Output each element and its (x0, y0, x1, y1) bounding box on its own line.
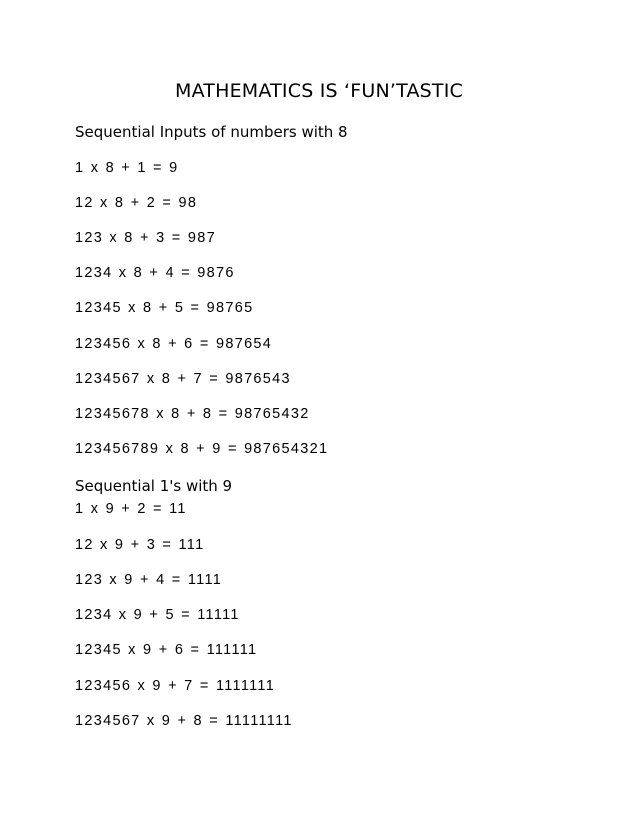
equation-line: 1234 x 9 + 5 = 11111 (75, 607, 240, 623)
section-heading-sequential-ones: Sequential 1's with 9 (75, 477, 233, 495)
equation-line: 123 x 8 + 3 = 987 (75, 230, 216, 246)
equation-line: 1234 x 8 + 4 = 9876 (75, 265, 235, 281)
equation-line: 12345 x 8 + 5 = 98765 (75, 300, 254, 316)
equation-line: 12 x 9 + 3 = 111 (75, 537, 205, 553)
equation-line: 123456789 x 8 + 9 = 987654321 (75, 441, 329, 457)
equation-line: 12 x 8 + 2 = 98 (75, 195, 198, 211)
equation-line: 1234567 x 8 + 7 = 9876543 (75, 371, 291, 387)
equation-line: 123 x 9 + 4 = 1111 (75, 572, 223, 588)
equation-line: 1 x 8 + 1 = 9 (75, 160, 179, 176)
equation-line: 12345 x 9 + 6 = 111111 (75, 642, 258, 658)
equation-line: 123456 x 8 + 6 = 987654 (75, 336, 273, 352)
page-title: MATHEMATICS IS ‘FUN’TASTIC (174, 80, 463, 102)
equation-line: 12345678 x 8 + 8 = 98765432 (75, 406, 310, 422)
equation-line: 123456 x 9 + 7 = 1111111 (75, 678, 276, 694)
equation-line: 1234567 x 9 + 8 = 11111111 (75, 713, 293, 729)
section-heading-sequential-8: Sequential Inputs of numbers with 8 (75, 123, 348, 141)
equation-line: 1 x 9 + 2 = 11 (75, 501, 187, 517)
